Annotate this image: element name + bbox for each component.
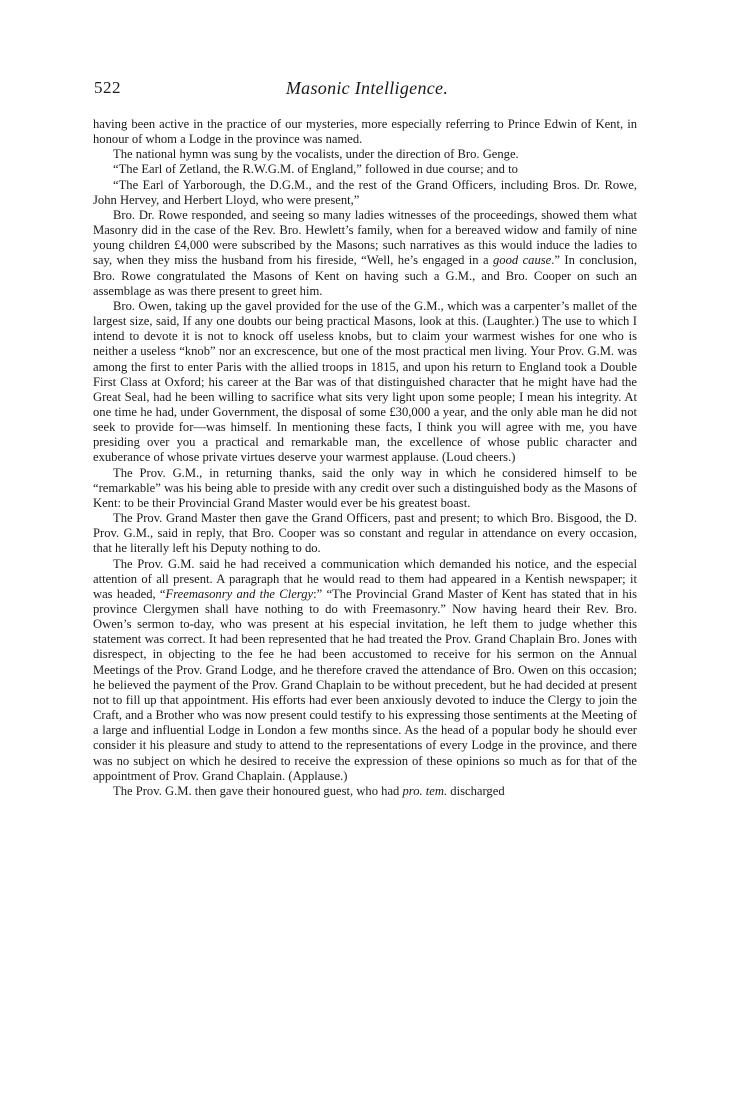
paragraph-text: Bro. Owen, taking up the gavel provided for the use of the G.M., which was a carpenter’s mallet of the largest size, said, If any one doubts our being practical Masons, look at this. (Laughter.) The use to which I intend to devote it is not to knock off useless knobs, but to claim your warmest wishes for one who is neither a useless “knob” nor an excrescence, but one of the most practical men living. Your Prov. G.M. was among the first to enter Paris with the allied troops in 1815, and upon his return to England took a Double First Class at Oxford; his career at the Bar was of that distinguished character that he might have had the Great Seal, had he been willing to sacrifice what sits very light upon some people; I mean his integrity. At one time he had, under Government, the disposal of some £30,000 a year, and the only able man he did not seek to provide for—was himself. In mentioning these facts, I think you will agree with me, you have presiding over you a practical and remarkable man, the excellence of whose public character and exuberance of whose private virtues deserve your warmest applause. (Loud cheers.) xyxy=(93,298,637,465)
paragraph-text: :” “The Provincial Grand Master of Kent has stated that in his province Clergymen shall have nothing to do with Freemasonry.” Now having heard their Rev. Bro. Owen’s sermon to-day, who was present at his especial invitation, he left them to judge whether this statement was correct. It had been represented that he had treated the Prov. Grand Chaplain Bro. Jones with disrespect, in objecting to the fee he had been accustomed to receive for his sermon on the Annual Meetings of the Prov. Grand Lodge, and he therefore craved the attendance of Bro. Owen on this occasion; he believed the payment of the Prov. Grand Chaplain to be without precedent, but he had decided at present not to fill up that appointment. His efforts had ever been anxiously devoted to induce the Clergy to join the Craft, and a Brother who was now present could testify to his expressing those sentiments at the Meeting of a large and influential Lodge in London a few months since. As the head of a popular body he should ever consider it his pleasure and study to attend to the representations of every Lodge in the province, and there was no subject on which he desired to receive the expression of these opinions so much as for that of the appointment of Prov. Grand Chaplain. (Applause.) xyxy=(93,586,638,783)
paragraph xyxy=(93,557,637,784)
paragraph-text: The Prov. G.M. said he had received a communication which demanded his notice, and the especial attention of all present. A paragraph that he would read to them had appeared in a Kentish newspaper; it was headed, “ xyxy=(93,556,637,601)
paragraph xyxy=(93,299,637,466)
paragraph xyxy=(93,117,637,147)
paragraph-text: The Prov. G.M. then gave their honoured guest, who had xyxy=(113,783,403,798)
paragraph-text: The national hymn was sung by the vocalists, under the direction of Bro. Genge. xyxy=(113,147,519,162)
italic-text: good cause xyxy=(492,253,552,268)
paragraph-text: .” In conclusion, Bro. Rowe congratulated the Masons of Kent on having such a G.M., and Bro. Cooper on such an assemblage as was there present to greet him. xyxy=(93,253,637,298)
paragraph xyxy=(93,208,637,299)
italic-text: pro. tem. xyxy=(402,783,448,798)
paragraph xyxy=(93,466,637,511)
paragraph-text: “The Earl of Yarborough, the D.G.M., and the rest of the Grand Officers, including Bros. Dr. Rowe, John Hervey, and Herbert Lloyd, who were present,” xyxy=(93,177,637,207)
paragraph xyxy=(93,178,637,208)
paragraph xyxy=(93,511,637,556)
paragraph-text: discharged xyxy=(447,783,505,798)
paragraph xyxy=(93,162,637,177)
paragraph-text: The Prov. G.M., in returning thanks, said the only way in which he considered himself to be “remarkable” was his being able to preside with any credit over such a distinguished body as the Masons of Kent: to be their Provincial Grand Master would ever be his greatest boast. xyxy=(93,465,637,510)
paragraph-text: Bro. Dr. Rowe responded, and seeing so many ladies witnesses of the proceedings, showed them what Masonry did in the case of the Rev. Bro. Hewlett’s family, when for a bereaved widow and family of nine young children £4,000 were subscribed by the Masons; such narratives as this would induce the ladies to say, when they miss the husband from his fireside, “Well, he’s engaged in a xyxy=(93,207,637,268)
page-number: 522 xyxy=(94,78,121,97)
paragraph xyxy=(93,147,637,162)
paragraph-text: The Prov. Grand Master then gave the Grand Officers, past and present; to which Bro. Bisgood, the D. Prov. G.M., said in reply, that Bro. Cooper was so constant and regular in attendance on every occasion, that he literally left his Deputy nothing to do. xyxy=(93,511,637,556)
italic-text: Freemasonry and the Clergy xyxy=(165,586,314,601)
article-body xyxy=(93,117,637,799)
running-head xyxy=(94,78,640,102)
running-title: Masonic Intelligence. xyxy=(285,78,449,98)
paragraph-text: having been active in the practice of our mysteries, more especially referring to Prince Edwin of Kent, in honour of whom a Lodge in the province was named. xyxy=(93,117,637,147)
paragraph xyxy=(93,784,637,799)
paragraph-text: “The Earl of Zetland, the R.W.G.M. of England,” followed in due course; and to xyxy=(113,162,518,177)
